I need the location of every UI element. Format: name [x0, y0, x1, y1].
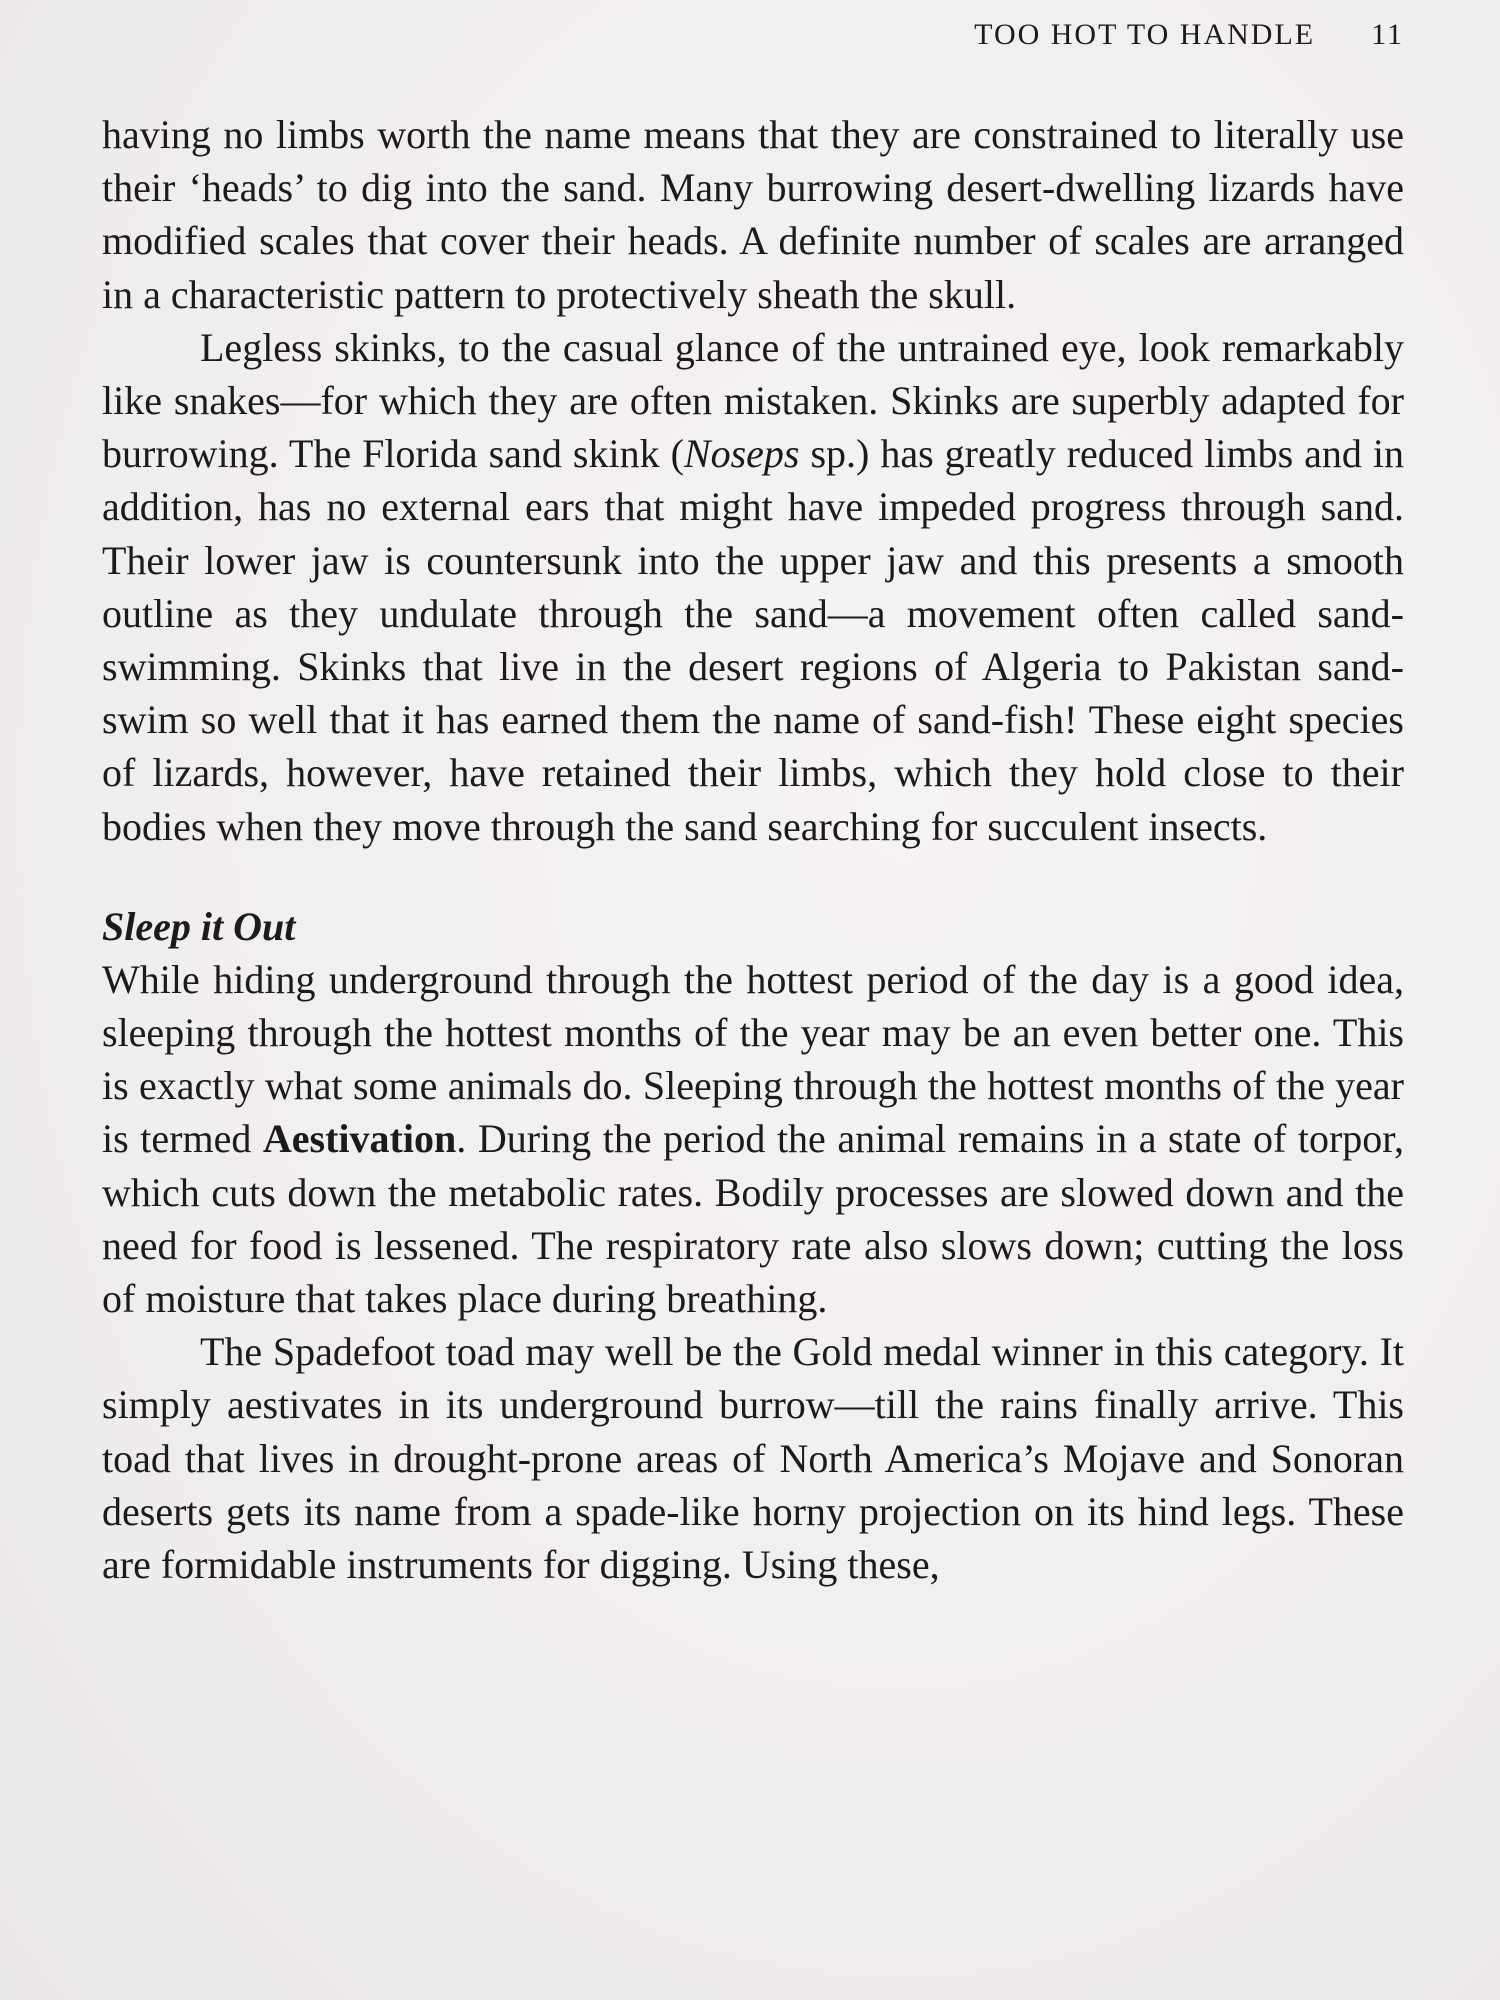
body-text	[102, 108, 1404, 1591]
paragraph-aestivation-text-2: . During the period the animal remains in a state of torpor, which cuts down the metabolic rates. Bodily processes are slowed down and the need for food is lessened. The respiratory rate also slows down; cutting the loss of moisture that takes place during breathing.	[102, 1116, 1404, 1322]
genus-name: Noseps	[683, 431, 800, 477]
running-head-title: TOO HOT TO HANDLE	[974, 18, 1316, 51]
running-head	[974, 18, 1404, 52]
section-heading: Sleep it Out	[102, 903, 296, 949]
paragraph-continued: having no limbs worth the name means that they are constrained to literally use their ‘heads’ to dig into the sand. Many burrowing desert-dwelling lizards have modified scales that cover their heads. A definite number of scales are arranged in a characteristic pattern to protectively sheath the skull.	[102, 112, 1404, 317]
paragraph-aestivation	[102, 953, 1404, 1325]
page-number: 11	[1371, 18, 1404, 51]
term-aestivation: Aestivation	[262, 1116, 457, 1162]
paragraph-skinks-text-1: Legless skinks, to the casual glance of the untrained eye, look remarkably like snakes—for which they are often mistaken. Skinks are superbly adapted for burrowing. The Florida sand skink (	[102, 324, 1404, 477]
paragraph-skinks	[102, 321, 1404, 853]
paragraph-skinks-text-2: sp.) has greatly reduced limbs and in addition, has no external ears that might have impeded progress through sand. Their lower jaw is countersunk into the upper jaw and this presents a smooth outline as they undulate through the sand—a movement often called sand-swimming. Skinks that live in the desert regions of Algeria to Pakistan sand-swim so well that it has earned them the name of sand-fish! These eight species of lizards, however, have retained their limbs, which they hold close to their bodies when they move through the sand searching for succulent insects.	[102, 431, 1404, 849]
paragraph-aestivation-text-1: While hiding underground through the hottest period of the day is a good idea, sleeping through the hottest months of the year may be an even better one. This is exactly what some animals do. Sleeping through the hottest months of the year is termed	[102, 956, 1404, 1162]
paragraph-spadefoot: The Spadefoot toad may well be the Gold medal winner in this category. It simply aestivates in its underground burrow—till the rains finally arrive. This toad that lives in drought-prone areas of North America’s Mojave and Sonoran deserts gets its name from a spade-like horny projection on its hind legs. These are formidable instruments for digging. Using these,	[102, 1329, 1404, 1588]
